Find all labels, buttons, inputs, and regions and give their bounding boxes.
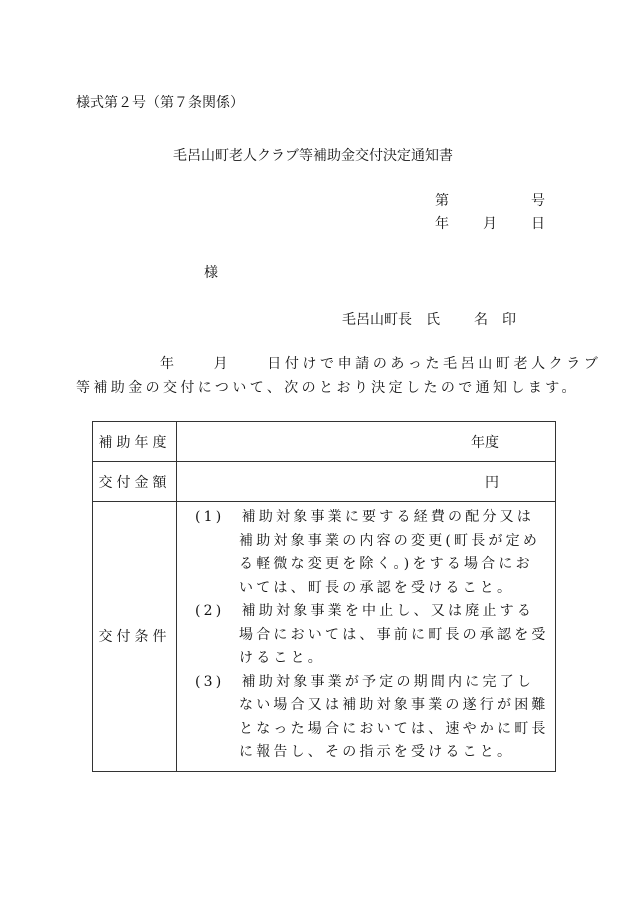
sender-line [342,309,516,329]
table-row [93,502,556,772]
condition-number: (1) [195,509,225,525]
body-year: 年 [160,356,178,372]
recipient-suffix: 様 [204,265,218,281]
date-year: 年 [435,216,449,232]
date-month: 月 [483,216,497,232]
condition-item [185,600,549,671]
table-row [93,422,556,462]
doc-number-prefix: 第 [435,193,449,209]
recipient-line [204,262,218,282]
condition-item [185,671,549,765]
sender-office: 毛呂山町長 [342,312,412,328]
body-month: 月 [213,356,232,372]
grant-details-table [92,421,556,772]
date-line [435,213,545,233]
grant-year-value: 年度 [177,422,556,462]
grant-amount-label: 交付金額 [93,462,177,502]
doc-number-suffix: 号 [531,193,545,209]
grant-conditions-label: 交付条件 [93,502,177,772]
grant-year-label: 補助年度 [93,422,177,462]
form-number: 様式第２号（第７条関係） [76,95,244,111]
grant-conditions-list [177,502,556,772]
body-rest: 日付けで申請のあった毛呂山町老人クラブ [267,356,602,372]
sender-name-1: 氏 [426,312,440,328]
body-text-line-1 [160,353,601,373]
document-title: 毛呂山町老人クラブ等補助金交付決定通知書 [173,148,453,164]
condition-text: 補助対象事業を中止し、又は廃止する場合においては、事前に町長の承認を受けること。 [239,603,549,666]
condition-text: 補助対象事業に要する経費の配分又は補助対象事業の内容の変更(町長が定める軽微な変更を除く。)をする場合においては、町長の承認を受けること。 [239,509,541,596]
sender-name-2: 名 [474,312,488,328]
condition-item [185,506,549,600]
grant-amount-value: 円 [177,462,556,502]
table-row [93,462,556,502]
condition-number: (2) [195,603,225,619]
date-day: 日 [531,216,545,232]
condition-number: (3) [195,673,225,690]
body-text-line-2: 等補助金の交付について、次のとおり決定したので通知します。 [76,380,579,396]
document-number-line [435,190,545,210]
condition-text: 補助対象事業が予定の期間内に完了しない場合又は補助対象事業の遂行が困難となった場合においては、速やかに町長に報告し、その指示を受けること。 [239,673,549,760]
seal-mark: 印 [502,312,516,328]
